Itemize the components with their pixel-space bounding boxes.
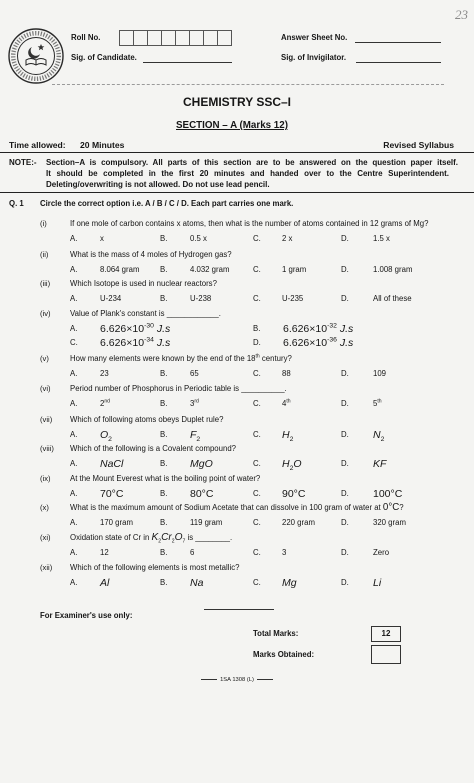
question-4 xyxy=(0,309,474,349)
option-value-part: J.s xyxy=(153,337,171,349)
question-text: If one mole of carbon contains x atoms, then what is the number of atoms contained in 12 grams of Mg? xyxy=(70,219,429,228)
option-letter: C. xyxy=(253,459,261,468)
option-letter: C. xyxy=(253,234,261,243)
option-value-part: F xyxy=(190,429,197,441)
option-b-value xyxy=(190,429,201,444)
question-number: (xii) xyxy=(40,563,53,572)
option-value-part: 2 xyxy=(380,436,385,444)
option-value-part: -30 xyxy=(144,322,154,330)
option-letter: C. xyxy=(253,294,261,303)
option-a-value xyxy=(100,399,110,409)
option-letter: B. xyxy=(160,399,168,408)
note-line: Section–A is compulsory. All parts of this section are to be answered on the question paper itself. xyxy=(46,158,458,167)
option-value-part: 6.626×10 xyxy=(283,323,328,335)
option-a-value: x xyxy=(100,234,104,243)
option-d-value: 109 xyxy=(373,369,387,378)
question-text: Which of following atoms obeys Duplet rule? xyxy=(70,415,224,424)
option-value-part: 2 xyxy=(196,436,201,444)
option-letter: C. xyxy=(253,518,261,527)
option-letter: B. xyxy=(160,489,168,498)
paper-code: 1SA 1308 (L) xyxy=(220,677,254,683)
marks-obtained-box xyxy=(371,645,401,664)
question-number: (i) xyxy=(40,219,47,228)
option-letter: B. xyxy=(160,548,168,557)
option-letter: D. xyxy=(341,265,349,274)
option-a-value: 70°C xyxy=(100,488,124,500)
question-text: What is the mass of 4 moles of Hydrogen gas? xyxy=(70,250,232,259)
option-value-part: 4 xyxy=(282,399,287,408)
option-value-part: J.s xyxy=(336,337,354,349)
option-letter: A. xyxy=(70,234,78,243)
option-letter: B. xyxy=(160,578,168,587)
option-letter: B. xyxy=(160,369,168,378)
question-text-part: Oxidation state of Cr in xyxy=(70,533,152,542)
option-letter: D. xyxy=(341,294,349,303)
option-value-part: 2 xyxy=(289,465,294,473)
option-d-value: 1.008 gram xyxy=(373,265,413,274)
question-text-part: O xyxy=(174,532,183,543)
question-group-number: Q. 1 xyxy=(9,199,24,208)
option-b-value: 119 gram xyxy=(190,518,223,527)
question-text-part: Cr xyxy=(161,532,172,543)
question-text-part: K xyxy=(151,532,159,543)
note-label: NOTE:- xyxy=(9,158,37,167)
option-letter: A. xyxy=(70,369,78,378)
note-line: It should be completed in the first 20 minutes and handed over to the Centre Superintendent. xyxy=(46,169,449,178)
handwritten-page-mark: 23 xyxy=(455,7,468,22)
question-text-part: 7 xyxy=(182,538,186,545)
option-value-part: Al xyxy=(100,577,110,589)
option-letter: A. xyxy=(70,489,78,498)
option-value-part: 6.626×10 xyxy=(100,337,145,349)
option-letter: C. xyxy=(253,548,261,557)
option-d-value xyxy=(373,429,385,444)
option-a-value xyxy=(100,324,170,334)
invigilator-signature-label: Sig. of Invigilator. xyxy=(281,53,346,62)
option-value-part: J.s xyxy=(336,323,354,335)
option-letter: C. xyxy=(253,430,261,439)
option-c-value xyxy=(282,458,302,473)
option-letter: A. xyxy=(70,548,78,557)
question-number: (xi) xyxy=(40,533,51,542)
question-number: (viii) xyxy=(40,444,54,453)
question-text: Which of the following elements is most metallic? xyxy=(70,563,240,572)
option-value-part: Mg xyxy=(282,577,297,589)
option-value-part: 2 xyxy=(100,399,105,408)
option-a-value xyxy=(100,578,109,588)
option-value-part: rd xyxy=(194,398,199,405)
total-marks-box xyxy=(371,626,401,642)
option-letter: D. xyxy=(341,548,349,557)
option-letter: A. xyxy=(70,430,78,439)
question-text-part: century? xyxy=(259,354,292,363)
question-text-part: How many elements were known by the end of the 18 xyxy=(70,354,256,363)
option-letter: A. xyxy=(70,265,78,274)
option-letter: D. xyxy=(341,369,349,378)
option-c-value xyxy=(282,429,294,444)
question-number: (x) xyxy=(40,503,49,512)
option-value-part: nd xyxy=(104,398,110,405)
option-value-part: O xyxy=(293,458,302,470)
paper-code-footer xyxy=(0,675,474,685)
paper-title: CHEMISTRY SSC–I xyxy=(182,95,292,109)
question-text-part: th xyxy=(255,353,260,360)
question-text: Value of Plank's constant is ____________. xyxy=(70,309,221,318)
option-b-value xyxy=(190,399,199,409)
option-d-value xyxy=(373,399,382,409)
option-b-value: 0.5 x xyxy=(190,234,207,243)
option-letter: D. xyxy=(341,518,349,527)
option-value-part: Na xyxy=(190,577,204,589)
question-number: (ii) xyxy=(40,250,49,259)
option-letter: B. xyxy=(160,234,168,243)
option-a-value xyxy=(100,429,112,444)
option-letter: D. xyxy=(341,234,349,243)
option-letter: C. xyxy=(253,578,261,587)
option-letter: A. xyxy=(70,518,78,527)
option-b-value: U-238 xyxy=(190,294,212,303)
question-text-part: 2 xyxy=(158,538,162,545)
question-text-part: 0°C xyxy=(382,502,400,513)
option-value-part: 3 xyxy=(190,399,195,408)
option-letter: D. xyxy=(341,399,349,408)
question-number: (iii) xyxy=(40,279,51,288)
option-letter: A. xyxy=(70,294,78,303)
option-c-value: 2 x xyxy=(282,234,293,243)
option-d-value: All of these xyxy=(373,294,412,303)
option-c-value xyxy=(100,338,170,348)
question-instruction: Circle the correct option i.e. A / B / C / D. Each part carries one mark. xyxy=(40,199,294,208)
option-b-value: 4.032 gram xyxy=(190,265,230,274)
option-letter: A. xyxy=(70,459,78,468)
question-number: (vi) xyxy=(40,384,51,393)
option-value-part: MgO xyxy=(190,458,213,470)
option-b-value: 6 xyxy=(190,548,195,557)
option-letter: D. xyxy=(341,459,349,468)
option-letter: C. xyxy=(253,265,261,274)
option-d-value: Zero xyxy=(373,548,390,557)
option-letter: D. xyxy=(341,578,349,587)
option-a-value: 12 xyxy=(100,548,109,557)
question-number: (ix) xyxy=(40,474,51,483)
option-c-value: 90°C xyxy=(282,488,306,500)
option-value-part: 6.626×10 xyxy=(100,323,145,335)
option-d-value xyxy=(373,578,381,588)
roll-no-label: Roll No. xyxy=(71,33,101,42)
option-value-part: 2 xyxy=(108,436,112,444)
time-allowed-value: 20 Minutes xyxy=(80,140,125,150)
option-a-value: 8.064 gram xyxy=(100,265,140,274)
option-value-part: -36 xyxy=(327,336,337,344)
option-letter: A. xyxy=(70,399,78,408)
question-text: Which of the following is a Covalent compound? xyxy=(70,444,236,453)
option-letter: C. xyxy=(253,399,261,408)
option-value-part: -34 xyxy=(144,336,154,344)
option-value-part: th xyxy=(377,398,382,405)
footer-dash xyxy=(257,679,273,680)
examiner-blank-line xyxy=(204,609,274,610)
option-value-part: NaCl xyxy=(100,458,124,470)
option-d-value: 100°C xyxy=(373,488,403,500)
option-a-value: 170 gram xyxy=(100,518,133,527)
question-number: (vii) xyxy=(40,415,53,424)
section-heading: SECTION – A (Marks 12) xyxy=(176,120,288,131)
option-letter: D. xyxy=(341,430,349,439)
marks-obtained-label: Marks Obtained: xyxy=(253,650,315,659)
question-text: Which Isotope is used in nuclear reactors? xyxy=(70,279,217,288)
option-letter: B. xyxy=(160,430,168,439)
syllabus-label: Revised Syllabus xyxy=(383,140,454,150)
note-line: Deleting/overwriting is not allowed. Do not use lead pencil. xyxy=(46,180,270,189)
option-letter: B. xyxy=(253,324,261,333)
option-b-value: 65 xyxy=(190,369,199,378)
option-value-part: 6.626×10 xyxy=(283,337,328,349)
option-b-value xyxy=(190,578,203,588)
option-letter: D. xyxy=(341,489,349,498)
option-c-value: 1 gram xyxy=(282,265,307,274)
option-letter: B. xyxy=(160,265,168,274)
option-value-part: O xyxy=(100,429,109,441)
option-letter: D. xyxy=(253,338,261,347)
answer-sheet-label: Answer Sheet No. xyxy=(281,33,348,42)
option-c-value: 220 gram xyxy=(282,518,315,527)
question-text xyxy=(70,533,232,543)
question-text-part: What is the maximum amount of Sodium Acetate that can dissolve in 100 gram of water at xyxy=(70,503,383,512)
option-d-value: 1.5 x xyxy=(373,234,390,243)
question-text-part: is ________. xyxy=(185,533,233,542)
option-letter: B. xyxy=(160,459,168,468)
question-text: Period number of Phosphorus in Periodic table is __________. xyxy=(70,384,287,393)
question-text-part: 2 xyxy=(171,538,175,545)
option-c-value: U-235 xyxy=(282,294,304,303)
option-b-value xyxy=(190,459,213,469)
option-b-value xyxy=(283,324,353,334)
question-text-part: ? xyxy=(399,503,404,512)
option-c-value xyxy=(282,399,291,409)
option-c-value xyxy=(282,578,297,588)
question-number: (iv) xyxy=(40,309,51,318)
option-c-value: 88 xyxy=(282,369,291,378)
option-c-value: 3 xyxy=(282,548,287,557)
option-letter: B. xyxy=(160,518,168,527)
option-letter: A. xyxy=(70,578,78,587)
option-value-part: 5 xyxy=(373,399,378,408)
option-value-part: N xyxy=(373,429,381,441)
option-letter: B. xyxy=(160,294,168,303)
option-letter: C. xyxy=(70,338,78,347)
question-number: (v) xyxy=(40,354,49,363)
option-a-value: U-234 xyxy=(100,294,122,303)
question-text xyxy=(70,354,292,364)
option-value-part: 2 xyxy=(289,436,294,444)
footer-dash xyxy=(201,679,217,680)
option-letter: C. xyxy=(253,489,261,498)
option-d-value xyxy=(373,459,386,469)
examiner-heading: For Examiner's use only: xyxy=(40,611,133,620)
question-12 xyxy=(0,563,474,603)
total-marks-label: Total Marks: xyxy=(253,629,299,638)
option-value-part: Li xyxy=(373,577,382,589)
option-a-value xyxy=(100,459,123,469)
option-value-part: -32 xyxy=(327,322,337,330)
option-value-part: th xyxy=(286,398,291,405)
option-value-part: H xyxy=(282,458,290,470)
question-text: At the Mount Everest what is the boiling point of water? xyxy=(70,474,261,483)
option-value-part: KF xyxy=(373,458,387,470)
option-a-value: 23 xyxy=(100,369,109,378)
option-d-value: 320 gram xyxy=(373,518,406,527)
candidate-signature-label: Sig. of Candidate. xyxy=(71,53,137,62)
time-allowed-label: Time allowed: xyxy=(9,140,66,150)
option-b-value: 80°C xyxy=(190,488,214,500)
option-value-part: H xyxy=(282,429,290,441)
option-d-value xyxy=(283,338,353,348)
option-value-part: J.s xyxy=(153,323,171,335)
option-letter: A. xyxy=(70,324,78,333)
option-letter: C. xyxy=(253,369,261,378)
question-text xyxy=(70,503,404,513)
total-marks-value: 12 xyxy=(381,629,391,638)
